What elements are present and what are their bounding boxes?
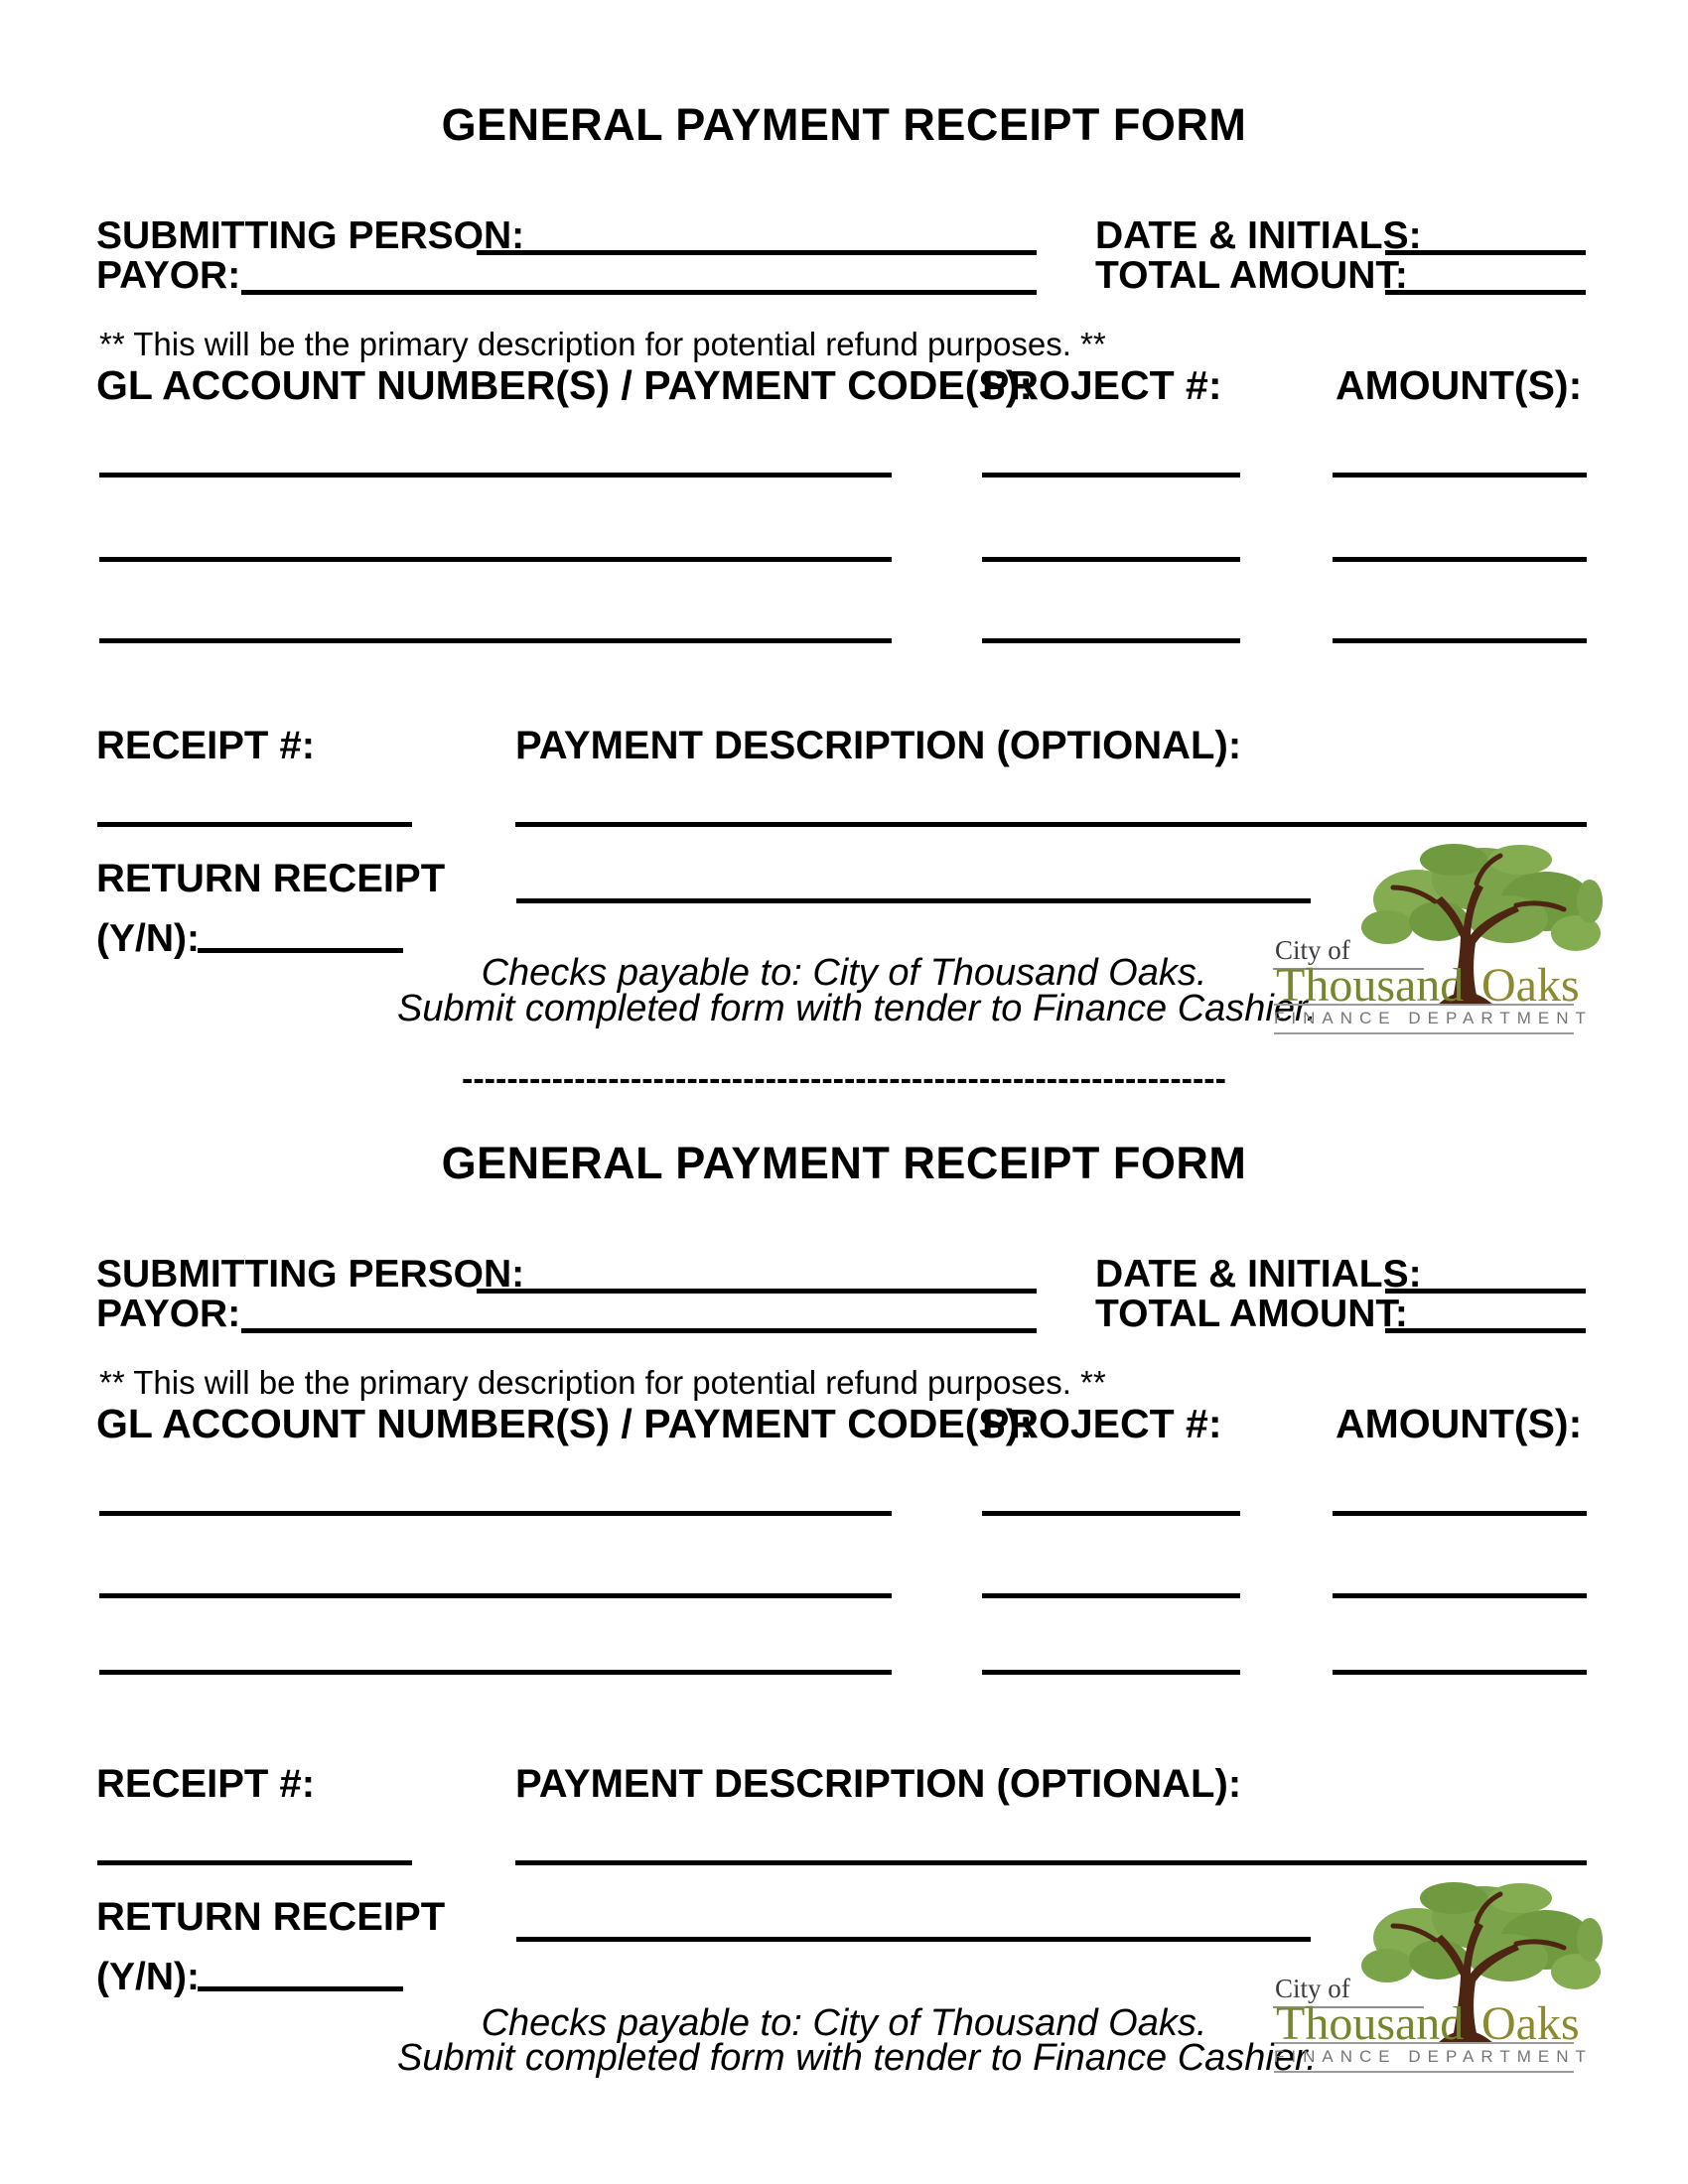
gl-row2-account-line bbox=[99, 1593, 892, 1598]
logo-city-of-text: City of bbox=[1275, 1974, 1350, 2003]
payment-description-line-2 bbox=[516, 1937, 1311, 1942]
gl-row3-amount-line bbox=[1333, 638, 1587, 643]
gl-account-column-header: GL ACCOUNT NUMBER(S) / PAYMENT CODE(S): bbox=[96, 1401, 1033, 1446]
project-column-header: PROJECT #: bbox=[982, 1401, 1222, 1446]
gl-row3-amount-line bbox=[1333, 1670, 1587, 1675]
amount-column-header: AMOUNT(S): bbox=[1336, 362, 1583, 408]
gl-row3-project-line bbox=[982, 1670, 1240, 1675]
dashed-cut-line: -------------------------------------------------------------------- bbox=[462, 1060, 1226, 1098]
gl-row1-account-line bbox=[99, 1511, 892, 1516]
form-copy-2 bbox=[0, 1138, 1688, 2091]
date-initials-blank-line bbox=[1385, 1289, 1586, 1294]
logo-finance-department-text: FINANCE DEPARTMENT bbox=[1274, 2042, 1574, 2073]
payor-blank-line bbox=[241, 1328, 1037, 1333]
refund-note: ** This will be the primary description for potential refund purposes. ** bbox=[99, 326, 1106, 362]
submitting-person-label: SUBMITTING PERSON: bbox=[96, 1253, 525, 1296]
gl-row3-project-line bbox=[982, 638, 1240, 643]
form-title: GENERAL PAYMENT RECEIPT FORM bbox=[441, 1138, 1247, 1188]
gl-row2-project-line bbox=[982, 1593, 1240, 1598]
logo-finance-department-text: FINANCE DEPARTMENT bbox=[1274, 1004, 1574, 1034]
logo-thousand-text: Thousand bbox=[1276, 1997, 1465, 2050]
form-copy-1 bbox=[0, 99, 1688, 1052]
return-receipt-label: RETURN RECEIPT bbox=[96, 857, 446, 900]
gl-row2-amount-line bbox=[1333, 1593, 1587, 1598]
city-of-thousand-oaks-logo bbox=[1271, 1880, 1604, 2084]
receipt-number-label: RECEIPT #: bbox=[96, 1762, 316, 1806]
return-receipt-label: RETURN RECEIPT bbox=[96, 1895, 446, 1939]
form-title: GENERAL PAYMENT RECEIPT FORM bbox=[441, 99, 1247, 150]
refund-note: ** This will be the primary description for potential refund purposes. ** bbox=[99, 1364, 1106, 1401]
date-initials-label: DATE & INITIALS: bbox=[1095, 1253, 1422, 1296]
yn-blank-line bbox=[198, 948, 403, 953]
amount-column-header: AMOUNT(S): bbox=[1336, 1401, 1583, 1446]
payor-blank-line bbox=[241, 290, 1037, 295]
date-initials-label: DATE & INITIALS: bbox=[1095, 214, 1422, 257]
total-amount-label: TOTAL AMOUNT: bbox=[1095, 1293, 1408, 1335]
gl-account-column-header: GL ACCOUNT NUMBER(S) / PAYMENT CODE(S): bbox=[96, 362, 1033, 408]
yn-blank-line bbox=[198, 1986, 403, 1991]
gl-row2-project-line bbox=[982, 557, 1240, 562]
submit-form-text: Submit completed form with tender to Finance Cashier. bbox=[397, 2037, 1317, 2079]
gl-row2-account-line bbox=[99, 557, 892, 562]
payment-description-label: PAYMENT DESCRIPTION (OPTIONAL): bbox=[515, 724, 1242, 767]
project-column-header: PROJECT #: bbox=[982, 362, 1222, 408]
payor-label: PAYOR: bbox=[96, 1293, 241, 1335]
checks-payable-text: Checks payable to: City of Thousand Oaks. bbox=[481, 952, 1207, 994]
total-amount-label: TOTAL AMOUNT: bbox=[1095, 254, 1408, 297]
submit-form-text: Submit completed form with tender to Finance Cashier. bbox=[397, 988, 1317, 1029]
receipt-number-label: RECEIPT #: bbox=[96, 724, 316, 767]
gl-row1-amount-line bbox=[1333, 1511, 1587, 1516]
submitting-person-label: SUBMITTING PERSON: bbox=[96, 214, 525, 257]
logo-thousand-text: Thousand bbox=[1276, 959, 1465, 1012]
gl-row2-amount-line bbox=[1333, 557, 1587, 562]
receipt-number-blank-line bbox=[97, 1860, 412, 1865]
payment-description-line-1 bbox=[515, 822, 1587, 827]
payment-description-line-1 bbox=[515, 1860, 1587, 1865]
total-amount-blank-line bbox=[1385, 290, 1586, 295]
yn-label: (Y/N): bbox=[96, 917, 200, 960]
gl-row1-project-line bbox=[982, 1511, 1240, 1516]
logo-oaks-text: Oaks bbox=[1481, 1997, 1580, 2050]
receipt-number-blank-line bbox=[97, 822, 412, 827]
gl-row1-amount-line bbox=[1333, 473, 1587, 478]
date-initials-blank-line bbox=[1385, 250, 1586, 255]
gl-row3-account-line bbox=[99, 638, 892, 643]
gl-row1-account-line bbox=[99, 473, 892, 478]
payor-label: PAYOR: bbox=[96, 254, 241, 297]
submitting-person-blank-line bbox=[477, 1289, 1037, 1294]
logo-oaks-text: Oaks bbox=[1481, 959, 1580, 1012]
total-amount-blank-line bbox=[1385, 1328, 1586, 1333]
yn-label: (Y/N): bbox=[96, 1956, 200, 1998]
checks-payable-text: Checks payable to: City of Thousand Oaks. bbox=[481, 2002, 1207, 2044]
payment-description-label: PAYMENT DESCRIPTION (OPTIONAL): bbox=[515, 1762, 1242, 1806]
submitting-person-blank-line bbox=[477, 250, 1037, 255]
logo-city-of-text: City of bbox=[1275, 935, 1350, 965]
gl-row1-project-line bbox=[982, 473, 1240, 478]
gl-row3-account-line bbox=[99, 1670, 892, 1675]
city-of-thousand-oaks-logo bbox=[1271, 842, 1604, 1045]
payment-description-line-2 bbox=[516, 898, 1311, 903]
